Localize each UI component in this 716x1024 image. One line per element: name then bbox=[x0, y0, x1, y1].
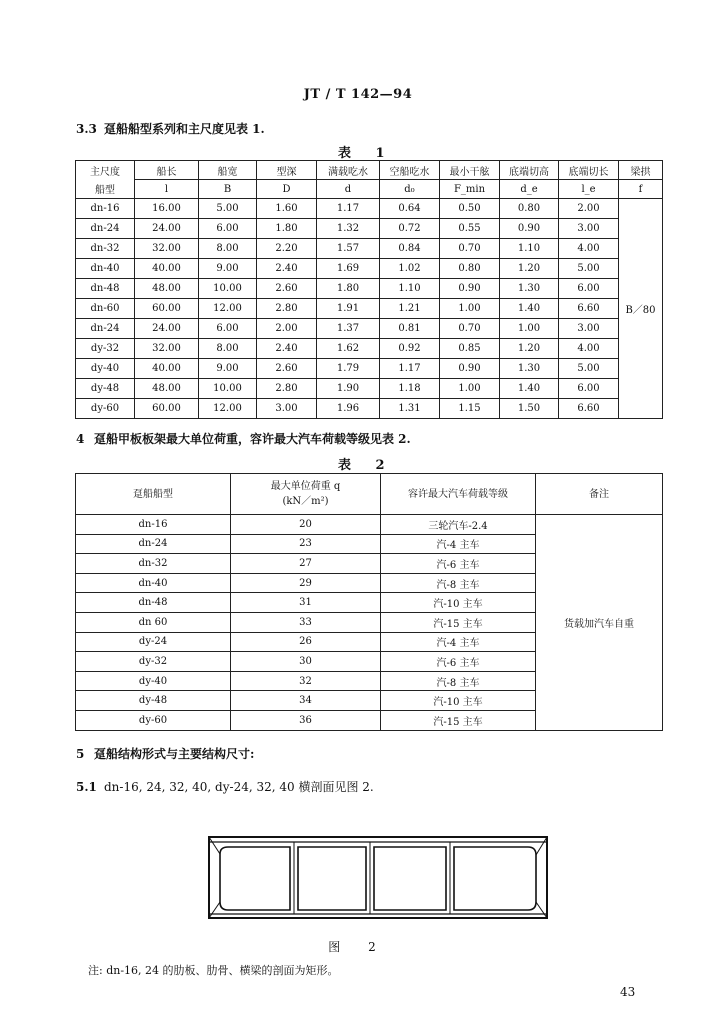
table1-cell: 1.90 bbox=[317, 379, 380, 399]
table1-cell: 1.40 bbox=[500, 299, 559, 319]
table1-cell: 40.00 bbox=[135, 259, 199, 279]
table1-cell: 48.00 bbox=[135, 379, 199, 399]
table1-cell: dn-24 bbox=[76, 219, 135, 239]
table1-cell: 0.90 bbox=[440, 359, 500, 379]
table1-cell: 2.60 bbox=[257, 279, 317, 299]
table1-cell: dn-60 bbox=[76, 299, 135, 319]
table1-cell: 3.00 bbox=[559, 319, 619, 339]
table2-cell: dn-32 bbox=[76, 554, 231, 574]
table1-cell: 9.00 bbox=[199, 259, 257, 279]
table1-cell: 1.69 bbox=[317, 259, 380, 279]
table1-cell: 60.00 bbox=[135, 399, 199, 419]
table1-row bbox=[76, 199, 663, 219]
section-text: dn-16, 24, 32, 40, dy-24, 32, 40 横剖面见图 2. bbox=[104, 780, 374, 794]
table1-cell: dy-32 bbox=[76, 339, 135, 359]
table1-cell: 6.60 bbox=[559, 399, 619, 419]
table1-header-cell: d₀ bbox=[380, 180, 440, 199]
remark-cell: 货载加汽车自重 bbox=[536, 515, 663, 731]
table2-header-cell: 容许最大汽车荷载等级 bbox=[381, 474, 536, 515]
table2-cell: 34 bbox=[231, 691, 381, 711]
table1-header-cell: 船宽 bbox=[199, 161, 257, 180]
table1-header-cell: d bbox=[317, 180, 380, 199]
table2-cell: 汽-10 主车 bbox=[381, 593, 536, 613]
load-header-label: 最大单位荷重 q bbox=[270, 481, 341, 492]
section-text: 趸船甲板板架最大单位荷重，容许最大汽车荷载等级见表 2. bbox=[94, 432, 411, 446]
table1-header-cell: B bbox=[199, 180, 257, 199]
table1-header-cell: l bbox=[135, 180, 199, 199]
table2-cell: 27 bbox=[231, 554, 381, 574]
table1-cell: 6.00 bbox=[559, 279, 619, 299]
table2-cell: dy-40 bbox=[76, 671, 231, 691]
table1-cell: dy-40 bbox=[76, 359, 135, 379]
table1-cell: 2.00 bbox=[257, 319, 317, 339]
section-3-3 bbox=[76, 120, 265, 137]
table1-row bbox=[76, 239, 663, 259]
table1-cell: 24.00 bbox=[135, 219, 199, 239]
table1-cell: 32.00 bbox=[135, 239, 199, 259]
section-number: 5.1 bbox=[76, 780, 97, 794]
table1-cell: 1.20 bbox=[500, 339, 559, 359]
table2-row bbox=[76, 515, 663, 535]
table1-cell: 1.62 bbox=[317, 339, 380, 359]
table2-cell: 23 bbox=[231, 534, 381, 554]
section-4 bbox=[76, 430, 411, 447]
table2-cell: 30 bbox=[231, 652, 381, 672]
table2-cell: 汽-6 主车 bbox=[381, 652, 536, 672]
table1-cell: dn-48 bbox=[76, 279, 135, 299]
table1-cell: 1.79 bbox=[317, 359, 380, 379]
page-number: 43 bbox=[620, 985, 636, 999]
table1-cell: 0.50 bbox=[440, 199, 500, 219]
frame-compartments bbox=[220, 847, 536, 910]
table1-caption: 表 1 bbox=[338, 146, 395, 161]
table1-header-cell: 最小干舷 bbox=[440, 161, 500, 180]
table1-header-cell: 底端切长 bbox=[559, 161, 619, 180]
table1-cell: 1.00 bbox=[440, 299, 500, 319]
table2-cell: 汽-15 主车 bbox=[381, 710, 536, 730]
table2-cell: 汽-8 主车 bbox=[381, 671, 536, 691]
table1-header-row bbox=[76, 161, 663, 180]
table1-header-cell: 满载吃水 bbox=[317, 161, 380, 180]
table1-cell: 6.00 bbox=[559, 379, 619, 399]
section-number: 5 bbox=[76, 747, 85, 761]
table1-cell: 12.00 bbox=[199, 399, 257, 419]
table1-cell: 1.02 bbox=[380, 259, 440, 279]
table1-cell: 1.37 bbox=[317, 319, 380, 339]
stiffeners bbox=[209, 837, 547, 918]
table2-cell: dn 60 bbox=[76, 612, 231, 632]
table2-header-cell bbox=[231, 474, 381, 515]
table-2 bbox=[75, 473, 663, 731]
table1-cell: 4.00 bbox=[559, 339, 619, 359]
table1-cell: 1.31 bbox=[380, 399, 440, 419]
table1-cell: 1.57 bbox=[317, 239, 380, 259]
table1-cell: 5.00 bbox=[559, 259, 619, 279]
table1-cell: dy-60 bbox=[76, 399, 135, 419]
table1-header-cell: 主尺度 bbox=[76, 161, 135, 180]
table1-cell: 5.00 bbox=[199, 199, 257, 219]
table1-cell: 0.80 bbox=[500, 199, 559, 219]
table2-cell: dy-48 bbox=[76, 691, 231, 711]
table1-cell: 0.85 bbox=[440, 339, 500, 359]
table2-cell: dn-40 bbox=[76, 573, 231, 593]
table1-cell: 60.00 bbox=[135, 299, 199, 319]
table2-cell: 33 bbox=[231, 612, 381, 632]
table2-cell: 32 bbox=[231, 671, 381, 691]
table1-cell: 2.80 bbox=[257, 379, 317, 399]
table1-header-cell: d_e bbox=[500, 180, 559, 199]
table2-header-row bbox=[76, 474, 663, 515]
table-1 bbox=[75, 160, 663, 419]
table2-cell: 31 bbox=[231, 593, 381, 613]
table1-cell: 1.21 bbox=[380, 299, 440, 319]
table2-cell: 汽-6 主车 bbox=[381, 554, 536, 574]
table1-cell: 3.00 bbox=[257, 399, 317, 419]
table1-cell: 1.30 bbox=[500, 279, 559, 299]
table1-cell: 8.00 bbox=[199, 339, 257, 359]
figure-note: 注: dn-16, 24 的肋板、肋骨、横梁的剖面为矩形。 bbox=[88, 964, 339, 977]
table1-cell: 10.00 bbox=[199, 279, 257, 299]
table2-caption: 表 2 bbox=[338, 458, 395, 473]
table1-cell: 2.40 bbox=[257, 259, 317, 279]
table2-cell: 汽-8 主车 bbox=[381, 573, 536, 593]
table2-cell: 36 bbox=[231, 710, 381, 730]
table1-cell: dn-16 bbox=[76, 199, 135, 219]
table1-cell: 2.80 bbox=[257, 299, 317, 319]
table1-cell: 0.55 bbox=[440, 219, 500, 239]
table1-cell: 8.00 bbox=[199, 239, 257, 259]
section-5-1 bbox=[76, 778, 374, 795]
table1-cell: 2.00 bbox=[559, 199, 619, 219]
table1-cell: 40.00 bbox=[135, 359, 199, 379]
table2-cell: dn-16 bbox=[76, 515, 231, 535]
table1-cell: 1.10 bbox=[500, 239, 559, 259]
table2-header-cell: 备注 bbox=[536, 474, 663, 515]
cross-section-figure bbox=[206, 832, 550, 924]
table2-header-cell: 趸船船型 bbox=[76, 474, 231, 515]
table1-cell: 1.96 bbox=[317, 399, 380, 419]
table1-header-cell: 船型 bbox=[76, 180, 135, 199]
table1-cell: 1.60 bbox=[257, 199, 317, 219]
table1-cell: 1.00 bbox=[500, 319, 559, 339]
table1-header-cell: 底端切高 bbox=[500, 161, 559, 180]
table2-cell: 汽-4 主车 bbox=[381, 534, 536, 554]
table1-cell: 0.84 bbox=[380, 239, 440, 259]
table1-cell: 10.00 bbox=[199, 379, 257, 399]
hull-outline bbox=[209, 837, 547, 918]
table1-cell: 3.00 bbox=[559, 219, 619, 239]
table1-header-cell: l_e bbox=[559, 180, 619, 199]
table1-cell: 1.80 bbox=[257, 219, 317, 239]
section-number: 4 bbox=[76, 432, 85, 446]
figure-caption: 图 2 bbox=[328, 940, 388, 954]
table1-cell: dy-48 bbox=[76, 379, 135, 399]
table1-header-cell: 型深 bbox=[257, 161, 317, 180]
table1-cell: dn-32 bbox=[76, 239, 135, 259]
table1-cell: 12.00 bbox=[199, 299, 257, 319]
table1-header-cell: 空船吃水 bbox=[380, 161, 440, 180]
table1-cell: 1.91 bbox=[317, 299, 380, 319]
table1-cell: 1.17 bbox=[380, 359, 440, 379]
table1-row bbox=[76, 359, 663, 379]
table1-cell: 0.90 bbox=[440, 279, 500, 299]
table1-cell: 48.00 bbox=[135, 279, 199, 299]
table1-cell: 0.80 bbox=[440, 259, 500, 279]
table1-cell: 0.70 bbox=[440, 239, 500, 259]
table2-cell: dn-24 bbox=[76, 534, 231, 554]
table1-cell: 1.80 bbox=[317, 279, 380, 299]
table1-row bbox=[76, 279, 663, 299]
section-text: 趸船结构形式与主要结构尺寸: bbox=[94, 747, 255, 761]
table1-cell: 6.00 bbox=[199, 219, 257, 239]
table2-cell: dy-32 bbox=[76, 652, 231, 672]
table1-cell: 2.60 bbox=[257, 359, 317, 379]
table1-header-cell: F_min bbox=[440, 180, 500, 199]
table1-cell: 1.00 bbox=[440, 379, 500, 399]
table1-cell: 2.40 bbox=[257, 339, 317, 359]
page-header: JT / T 142—94 bbox=[303, 87, 413, 102]
table1-cell: 16.00 bbox=[135, 199, 199, 219]
table1-cell: 32.00 bbox=[135, 339, 199, 359]
table1-header-cell: f bbox=[619, 180, 663, 199]
table1-cell: 1.40 bbox=[500, 379, 559, 399]
table1-cell: dn-24 bbox=[76, 319, 135, 339]
load-header-unit: (kN／m²) bbox=[282, 496, 329, 507]
table2-cell: 三轮汽车-2.4 bbox=[381, 515, 536, 535]
table1-header-row bbox=[76, 180, 663, 199]
table1-cell: 0.64 bbox=[380, 199, 440, 219]
table1-cell: 9.00 bbox=[199, 359, 257, 379]
table1-header-cell: 船长 bbox=[135, 161, 199, 180]
table1-cell: 1.30 bbox=[500, 359, 559, 379]
table1-cell: 1.32 bbox=[317, 219, 380, 239]
table1-cell: 1.15 bbox=[440, 399, 500, 419]
table2-cell: dy-24 bbox=[76, 632, 231, 652]
table1-cell: 0.70 bbox=[440, 319, 500, 339]
table1-cell: 1.20 bbox=[500, 259, 559, 279]
table1-cell: 5.00 bbox=[559, 359, 619, 379]
table2-cell: 29 bbox=[231, 573, 381, 593]
table1-cell: 0.72 bbox=[380, 219, 440, 239]
camber-cell: B／80 bbox=[619, 199, 663, 419]
table1-cell: 0.92 bbox=[380, 339, 440, 359]
table1-row bbox=[76, 259, 663, 279]
table2-cell: 汽-4 主车 bbox=[381, 632, 536, 652]
table1-cell: 4.00 bbox=[559, 239, 619, 259]
table1-row bbox=[76, 299, 663, 319]
table2-cell: 汽-15 主车 bbox=[381, 612, 536, 632]
table1-cell: 1.18 bbox=[380, 379, 440, 399]
table1-row bbox=[76, 379, 663, 399]
table1-cell: 0.81 bbox=[380, 319, 440, 339]
table1-row bbox=[76, 339, 663, 359]
table2-cell: 26 bbox=[231, 632, 381, 652]
table1-row bbox=[76, 319, 663, 339]
table1-cell: dn-40 bbox=[76, 259, 135, 279]
table2-cell: dy-60 bbox=[76, 710, 231, 730]
section-text: 趸船船型系列和主尺度见表 1. bbox=[104, 122, 265, 136]
table1-cell: 2.20 bbox=[257, 239, 317, 259]
table1-row bbox=[76, 399, 663, 419]
table1-cell: 1.10 bbox=[380, 279, 440, 299]
table1-cell: 24.00 bbox=[135, 319, 199, 339]
section-5 bbox=[76, 745, 254, 762]
table1-header-cell: 梁拱 bbox=[619, 161, 663, 180]
table2-cell: 20 bbox=[231, 515, 381, 535]
table1-cell: 6.60 bbox=[559, 299, 619, 319]
table1-header-cell: D bbox=[257, 180, 317, 199]
table1-row bbox=[76, 219, 663, 239]
table2-cell: 汽-10 主车 bbox=[381, 691, 536, 711]
table1-cell: 1.17 bbox=[317, 199, 380, 219]
table1-cell: 6.00 bbox=[199, 319, 257, 339]
table1-cell: 1.50 bbox=[500, 399, 559, 419]
section-number: 3.3 bbox=[76, 122, 97, 136]
table2-cell: dn-48 bbox=[76, 593, 231, 613]
table1-cell: 0.90 bbox=[500, 219, 559, 239]
